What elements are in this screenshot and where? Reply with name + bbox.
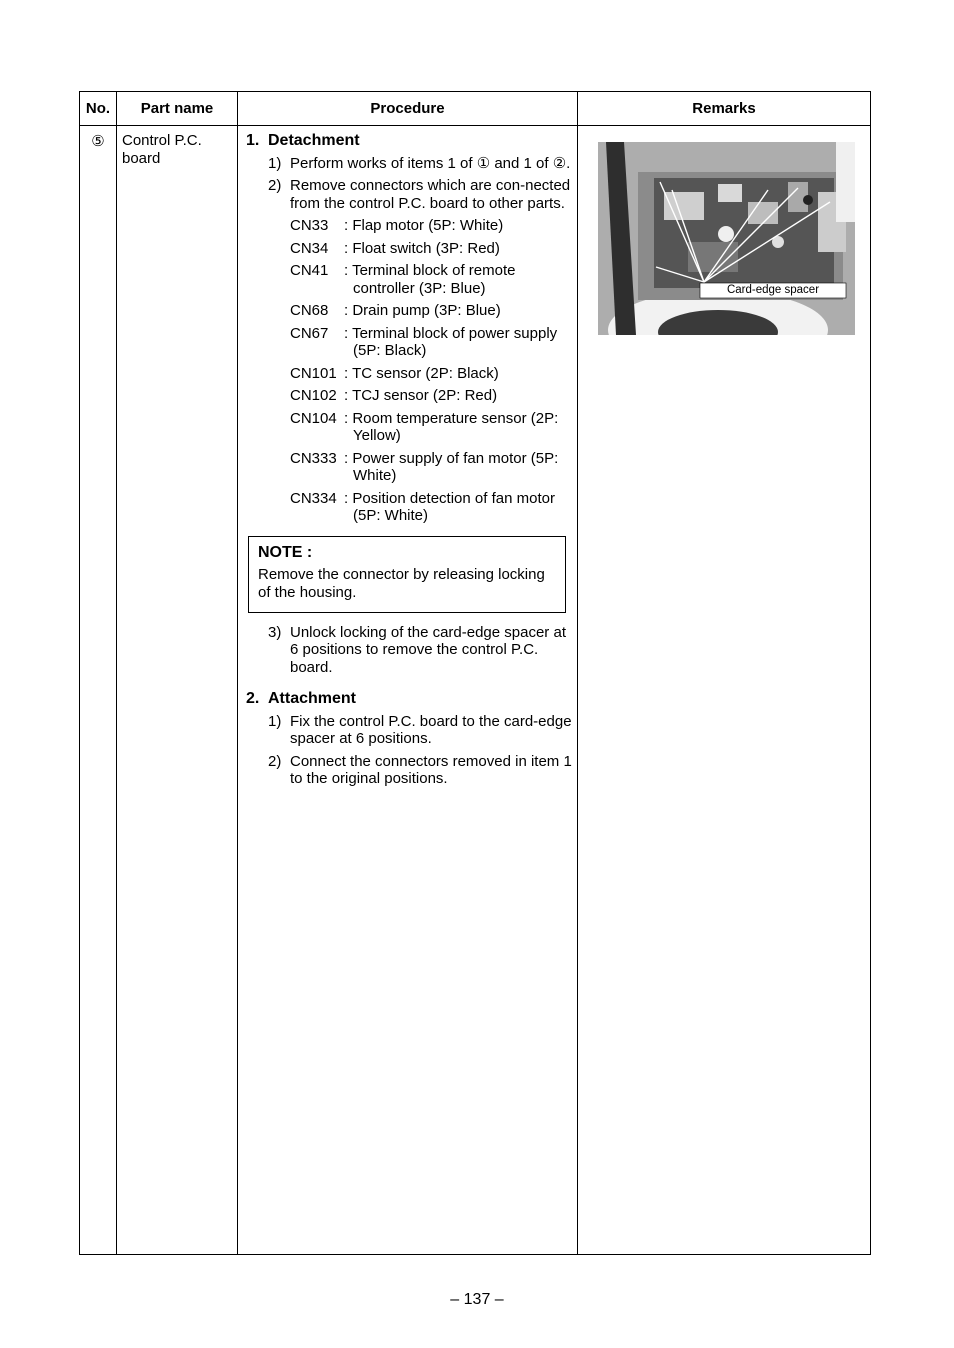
- header-remarks: Remarks: [692, 100, 756, 117]
- connector-item: CN334 : Position detection of fan motor (5P: White): [290, 489, 555, 524]
- column-divider: [237, 92, 238, 1254]
- connector-item: CN34 : Float switch (3P: Red): [290, 239, 500, 257]
- connector-item: CN67 : Terminal block of power supply (5P: Black): [290, 324, 558, 359]
- connector-item: CN102 : TCJ sensor (2P: Red): [290, 387, 498, 404]
- header-no: No.: [85, 100, 111, 117]
- note-box: [248, 536, 566, 613]
- connector-item: CN104 : Room temperature sensor (2P: Yellow): [290, 409, 559, 444]
- connector-item: CN41 : Terminal block of remote controller (3P: Blue): [290, 262, 516, 297]
- connector-item: CN333 : Power supply of fan motor (5P: White): [290, 449, 559, 484]
- step: 1) Fix the control P.C. board to the card-edge spacer at 6 positions.: [268, 712, 572, 747]
- column-divider: [116, 92, 117, 1254]
- procedure-table: [79, 91, 871, 1255]
- connector-item: CN101 : TC sensor (2P: Black): [290, 364, 499, 382]
- note-text: Remove the connector by releasing locking of the housing.: [258, 565, 545, 601]
- step: 2) Remove connectors which are con-nected from the control P.C. board to other parts.: [268, 177, 571, 212]
- note-title: NOTE :: [258, 543, 313, 561]
- column-divider: [577, 92, 578, 1254]
- header-procedure: Procedure: [370, 100, 445, 117]
- photo-label: Card-edge spacer: [726, 284, 820, 296]
- row-number: ⑤: [91, 133, 105, 150]
- connector-item: CN33 : Flap motor (5P: White): [290, 217, 504, 234]
- section-attachment: 2. Attachment: [246, 690, 357, 707]
- procedure-cell: [246, 132, 576, 793]
- section-detachment: 1. Detachment: [246, 132, 360, 149]
- page-number: – 137 –: [450, 1291, 504, 1308]
- header-part-name: Part name: [140, 100, 214, 117]
- pcb-photo: [598, 142, 855, 335]
- step: 2) Connect the connectors removed in item 1 to the original positions.: [268, 752, 572, 787]
- header-divider: [80, 125, 870, 126]
- part-name: Control P.C. board: [122, 132, 202, 167]
- connector-item: CN68 : Drain pump (3P: Blue): [290, 302, 501, 319]
- step: 1) Perform works of items 1 of ① and 1 of ②.: [268, 154, 571, 172]
- step: 3) Unlock locking of the card-edge spacer at 6 positions to remove the control P.C. board.: [268, 623, 566, 676]
